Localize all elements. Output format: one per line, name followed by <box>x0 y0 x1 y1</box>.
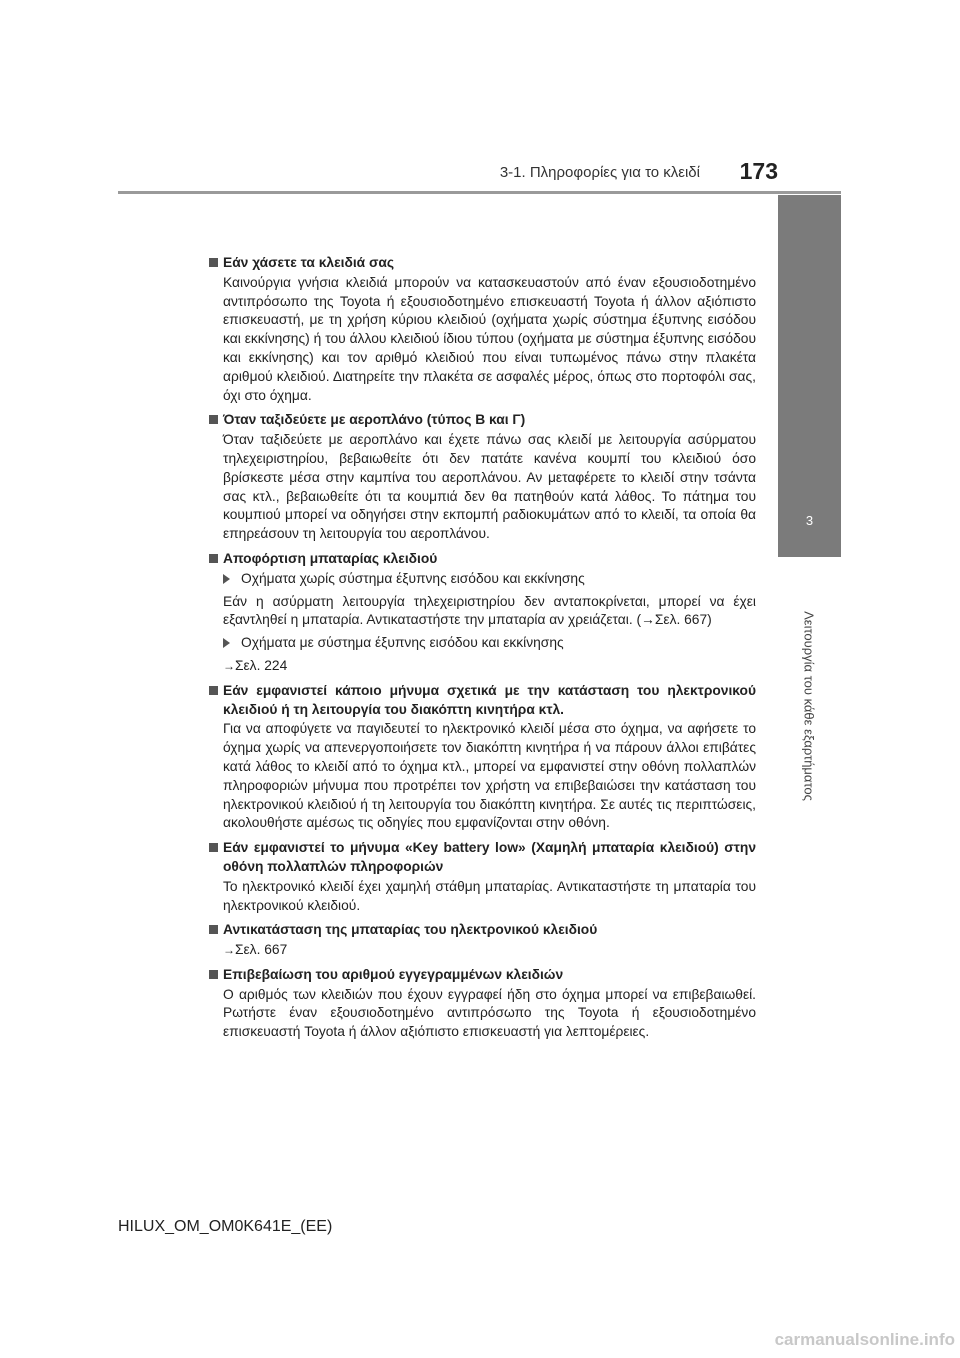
section-key-status-message <box>209 682 756 833</box>
page-reference-text: Σελ. 667 <box>235 942 288 958</box>
section-lost-keys <box>209 254 756 405</box>
sub-item <box>223 570 756 589</box>
square-bullet-icon <box>209 258 218 267</box>
section-battery-replacement <box>209 921 756 960</box>
square-bullet-icon <box>209 970 218 979</box>
header-divider <box>118 191 841 194</box>
chapter-number: 3 <box>805 513 814 528</box>
sub-item-label: Οχήματα με σύστημα έξυπνης εισόδου και εκκίνησης <box>241 635 564 651</box>
section-header-title: 3-1. Πληροφορίες για το κλειδί <box>499 164 700 181</box>
section-body: Ο αριθμός των κλειδιών που έχουν εγγραφεί ήδη στο όχημα μπορεί να επιβεβαιωθεί. Ρωτήστε έναν εξουσιοδοτημένο αντιπρόσωπο της Toyota ή εξουσιοδοτημένο επισκευαστή Toyota ή άλλον αξιόπιστο επισκευαστή για λεπτομέρειες. <box>223 986 756 1040</box>
section-body: Το ηλεκτρονικό κλειδί έχει χαμηλή στάθμη μπαταρίας. Αντικαταστήστε τη μπαταρία του ηλεκτρονικού κλειδιού. <box>223 878 756 913</box>
sub-item <box>223 634 756 653</box>
main-content <box>209 254 756 1048</box>
page-number: 173 <box>739 158 778 184</box>
triangle-bullet-icon <box>223 638 237 648</box>
square-bullet-icon <box>209 843 218 852</box>
section-key-battery-depletion <box>209 550 756 676</box>
triangle-bullet-icon <box>223 574 237 584</box>
right-arrow-icon: → <box>223 943 235 958</box>
chapter-side-tab <box>778 195 841 557</box>
section-airplane-travel <box>209 411 756 544</box>
right-arrow-icon: → <box>223 658 235 673</box>
section-title: Εάν εμφανιστεί κάποιο μήνυμα σχετικά με την κατάσταση του ηλεκτρονικού κλειδιού ή τη λειτουργία του διακόπτη κινητήρα κτλ. <box>223 682 756 717</box>
section-body: Καινούργια γνήσια κλειδιά μπορούν να κατασκευαστούν από έναν εξουσιοδοτημένο αντιπρόσωπο της Toyota ή εξουσιοδοτημένο επισκευαστή Toyota ή άλλον αξιόπιστο επισκευαστή, με τη χρήση κύριου κλειδιού (οχήματα χωρίς σύστημα έξυπνης εισόδου και εκκίνησης) ή του άλλου κλειδιού ίδιου τύπου (οχήματα με σύστημα έξυπνης εισόδου και εκκίνησης) και τον αριθμό κλειδιού που είναι τυπωμένος πάνω στην πλακέτα αριθμού κλειδιού. Διατηρείτε την πλακέτα σε ασφαλές μέρος, όπως στο πορτοφόλι σας, όχι στο όχημα. <box>223 274 756 403</box>
square-bullet-icon <box>209 415 218 424</box>
section-title: Εάν εμφανιστεί το μήνυμα «Key battery low» (Χαμηλή μπαταρία κλειδιού) στην οθόνη πολλαπλών πληροφοριών <box>223 840 756 874</box>
section-registered-keys <box>209 966 756 1042</box>
section-body: Όταν ταξιδεύετε με αεροπλάνο και έχετε πάνω σας κλειδί με λειτουργία ασύρματου τηλεχειριστηρίου, βεβαιωθείτε ότι δεν πατάτε κανένα κουμπί του κλειδιού όσο βρίσκεστε μέσα στην καμπίνα του αεροπλάνου. Αν μεταφέρετε το κλειδί στην τσάντα σας κτλ., βεβαιωθείτε ότι τα κουμπιά δεν θα πατηθούν κατά λάθος. Το πάτημα του κουμπιού μπορεί να οδηγήσει στην εκπομπή ραδιοκυμάτων από το κλειδί, τα οποία θα επηρεάσουν τη λειτουργία του αεροπλάνου. <box>223 432 756 542</box>
square-bullet-icon <box>209 686 218 695</box>
page-reference <box>223 941 756 960</box>
section-body: Για να αποφύγετε να παγιδευτεί το ηλεκτρονικό κλειδί μέσα στο όχημα, να αφήσετε το όχημα χωρίς να απενεργοποιήσετε τον διακόπτη κινητήρα ή να πάρουν άλλοι επιβάτες κατά λάθος το κλειδί από το όχημα κτλ., μπορεί να εμφανιστεί στην οθόνη πολλαπλών πληροφοριών μήνυμα που προτρέπει τον χρήστη να επιβεβαιώσει την κατάσταση του ηλεκτρονικού κλειδιού ή τη λειτουργία του διακόπτη κινητήρα. Σε αυτές τις περιπτώσεις, ακολουθήστε αμέσως τις οδηγίες που εμφανίζονται στην οθόνη. <box>223 721 756 831</box>
watermark: carmanualsonline.info <box>774 1330 955 1349</box>
square-bullet-icon <box>209 554 218 563</box>
sub-item-label: Οχήματα χωρίς σύστημα έξυπνης εισόδου και εκκίνησης <box>241 570 585 586</box>
section-title: Αποφόρτιση μπαταρίας κλειδιού <box>223 550 438 566</box>
section-body: Εάν η ασύρματη λειτουργία τηλεχειριστηρίου δεν ανταποκρίνεται, μπορεί να έχει εξαντληθεί η μπαταρία. Αντικαταστήστε την μπαταρία αν χρειάζεται. (→Σελ. 667) <box>223 593 756 628</box>
section-title: Επιβεβαίωση του αριθμού εγγεγραμμένων κλειδιών <box>223 966 564 982</box>
section-title: Αντικατάσταση της μπαταρίας του ηλεκτρονικού κλειδιού <box>223 922 598 938</box>
square-bullet-icon <box>209 925 218 934</box>
section-title: Εάν χάσετε τα κλειδιά σας <box>223 255 395 270</box>
chapter-side-title: Λειτουργία του κάθε εξαρτήματος <box>801 611 817 801</box>
document-code: HILUX_OM_OM0K641E_(EE) <box>118 1218 333 1235</box>
section-title: Όταν ταξιδεύετε με αεροπλάνο (τύπος B και Γ) <box>223 412 526 428</box>
page-reference <box>223 657 756 676</box>
page-reference-text: Σελ. 224 <box>235 657 288 673</box>
section-key-battery-low-message <box>209 839 756 915</box>
